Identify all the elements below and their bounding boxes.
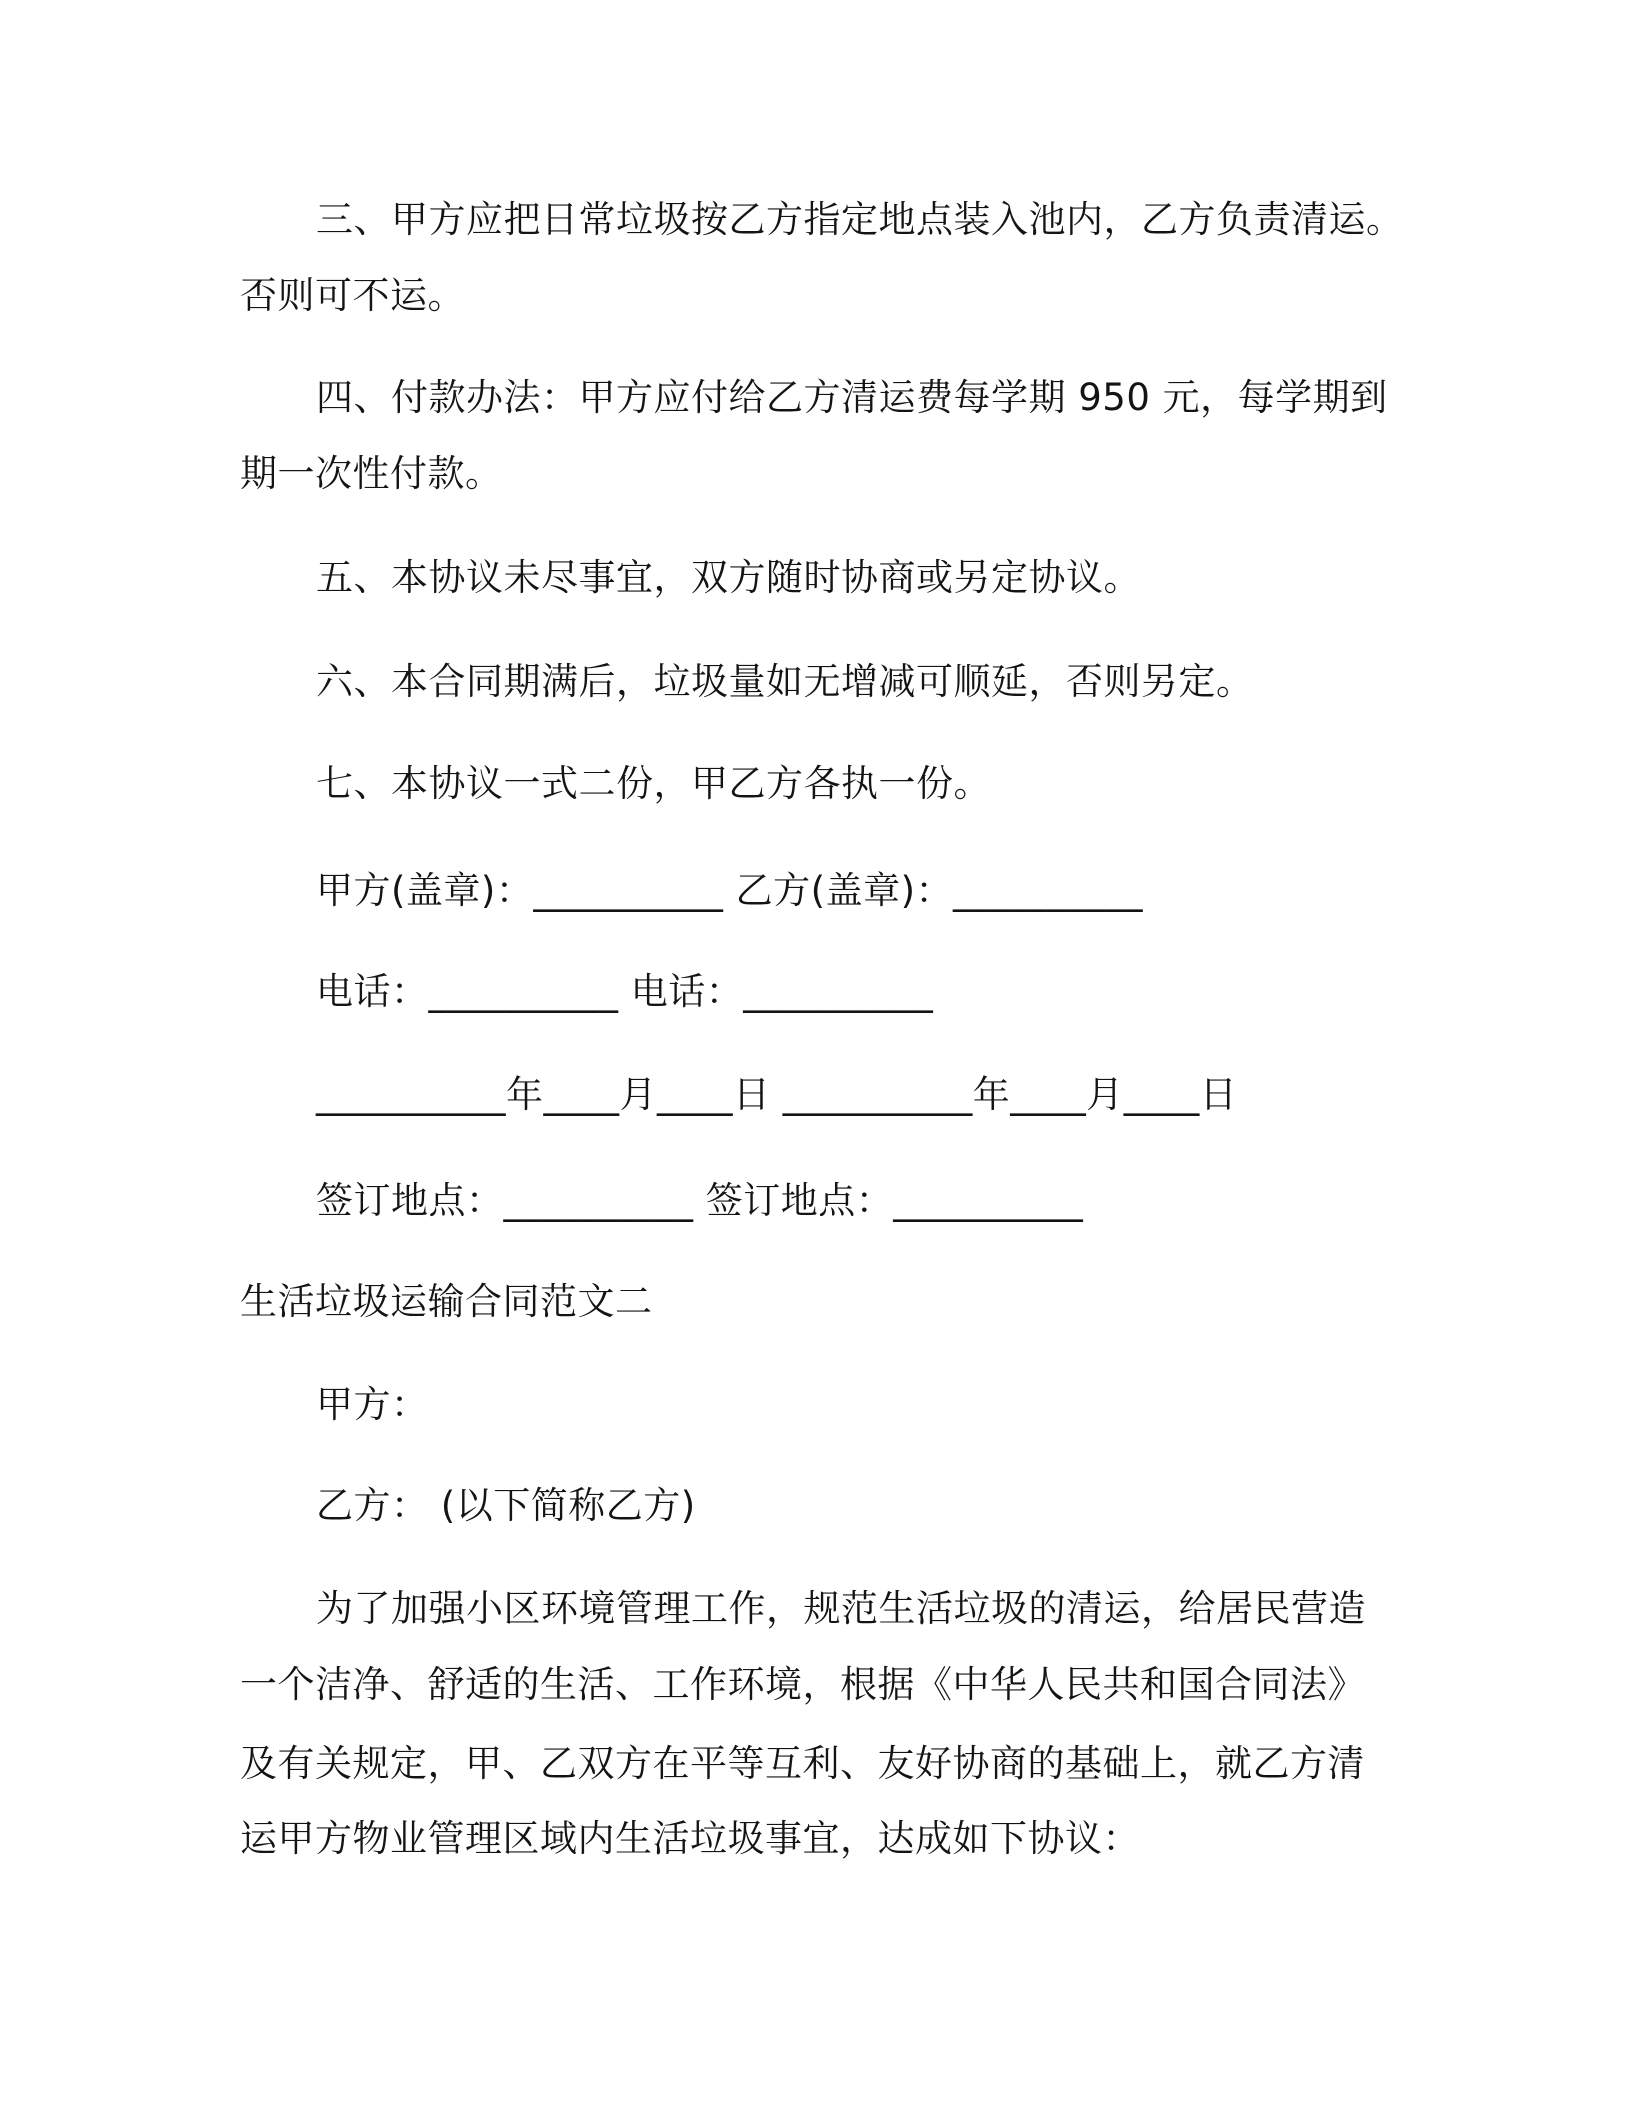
section-title: 生活垃圾运输合同范文二 xyxy=(240,1280,653,1323)
clause-6: 六、本合同期满后，垃圾量如无增减可顺延，否则另定。 xyxy=(316,660,1254,703)
clause-3-line-1: 三、甲方应把日常垃圾按乙方指定地点装入池内，乙方负责清运。 xyxy=(316,198,1404,241)
preamble-line-4: 运甲方物业管理区域内生活垃圾事宜，达成如下协议： xyxy=(240,1817,1140,1860)
clause-4-line-1: 四、付款办法：甲方应付给乙方清运费每学期 950 元，每学期到 xyxy=(316,376,1388,419)
clause-3-line-2: 否则可不运。 xyxy=(240,274,465,317)
clause-7: 七、本协议一式二份，甲乙方各执一份。 xyxy=(316,762,991,805)
signature-date-line: __________年____月____日 __________年____月____日 xyxy=(316,1073,1238,1116)
party-b-line: 乙方： (以下简称乙方) xyxy=(316,1484,696,1527)
party-a-line: 甲方： xyxy=(316,1383,429,1426)
signature-place-line: 签订地点：__________ 签订地点：__________ xyxy=(316,1179,1084,1222)
clause-4-line-2: 期一次性付款。 xyxy=(240,452,503,495)
signature-phone-line: 电话：__________ 电话：__________ xyxy=(316,970,934,1013)
signature-party-line: 甲方(盖章)：__________ 乙方(盖章)：__________ xyxy=(316,869,1144,912)
preamble-line-2: 一个洁净、舒适的生活、工作环境，根据《中华人民共和国合同法》 xyxy=(240,1663,1365,1706)
preamble-line-1: 为了加强小区环境管理工作，规范生活垃圾的清运，给居民营造 xyxy=(316,1587,1366,1630)
preamble-line-3: 及有关规定，甲、乙双方在平等互利、友好协商的基础上，就乙方清 xyxy=(240,1742,1365,1785)
clause-5: 五、本协议未尽事宜，双方随时协商或另定协议。 xyxy=(316,556,1141,599)
